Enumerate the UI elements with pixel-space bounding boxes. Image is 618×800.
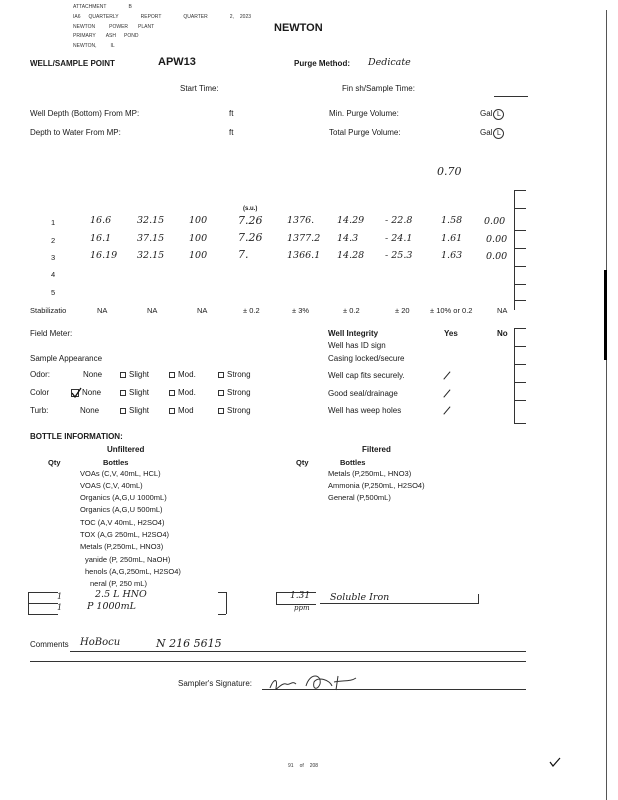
unfiltered-header: Unfiltered <box>107 445 145 454</box>
qty-mark: 1 <box>57 603 63 612</box>
checkbox-icon <box>120 390 126 396</box>
color-label: Color <box>30 388 50 397</box>
signature-icon <box>266 668 366 696</box>
su-unit-label: (s.u.) <box>243 206 258 212</box>
odor-none-option[interactable]: None <box>83 370 103 379</box>
bracket-edge <box>276 592 277 604</box>
turbidity-label: Turb: <box>30 406 49 415</box>
start-time-label: Start Time: <box>180 84 219 93</box>
turbidity-strong-option[interactable]: Strong <box>218 406 251 415</box>
reading-cell: 1.63 <box>441 250 463 261</box>
bracket-tick <box>514 423 526 424</box>
integrity-bracket <box>514 328 515 424</box>
depth-to-water-label: Depth to Water From MP: <box>30 128 121 137</box>
reading-cell: 7.26 <box>238 214 263 227</box>
header-line-pond: PRIMARY ASH POND <box>73 33 139 39</box>
page-number: 91 of 208 <box>288 763 319 769</box>
stab-criterion: ± 0.2 <box>343 306 360 315</box>
reading-cell: - 24.1 <box>385 233 413 244</box>
bracket-tick <box>514 208 526 209</box>
reading-row-number: 2 <box>51 236 56 245</box>
comments-value-id[interactable]: N 216 5615 <box>156 637 222 650</box>
unfiltered-bottle: VOAs (C,V, 40mL, HCL) <box>80 469 161 478</box>
integrity-no-header: No <box>497 329 508 338</box>
stabilization-label: Stabilizatio <box>30 306 67 315</box>
bracket-tick <box>514 248 526 249</box>
reading-cell: 1376. <box>287 215 315 226</box>
reading-cell: 14.28 <box>337 250 365 261</box>
reading-cell: 1366.1 <box>287 250 321 261</box>
reading-row-number: 3 <box>51 253 56 262</box>
filtered-extra-unit: ppm <box>294 604 310 612</box>
bracket-tick <box>514 230 526 231</box>
unfiltered-qty-header: Qty <box>48 458 61 467</box>
qty-box-edge <box>28 592 29 614</box>
bracket-tick <box>514 400 526 401</box>
unfiltered-bottle: Organics (A,G,U 1000mL) <box>80 493 167 502</box>
checkbox-icon <box>218 390 224 396</box>
reading-cell: - 22.8 <box>385 215 413 226</box>
header-line-city: NEWTON, IL <box>73 43 115 49</box>
bracket-edge <box>226 592 227 614</box>
qty-line <box>28 603 58 604</box>
well-depth-unit: ft <box>229 109 234 118</box>
qty-mark: 1 <box>57 592 63 601</box>
color-slight-option[interactable]: Slight <box>120 388 149 397</box>
purge-method-label: Purge Method: <box>294 59 350 68</box>
comments-line-2 <box>30 661 526 662</box>
reading-cell: 0.00 <box>484 216 506 227</box>
unfiltered-bottle: Metals (P,250mL, HNO3) <box>80 542 164 551</box>
bracket-tick <box>514 346 526 347</box>
unfiltered-bottle: Organics (A,G,U 500mL) <box>80 505 163 514</box>
bracket-tick <box>218 614 226 615</box>
filtered-bottles-header: Bottles <box>340 458 366 467</box>
checkbox-icon <box>218 372 224 378</box>
depth-to-water-unit: ft <box>229 128 234 137</box>
integrity-item: Well cap fits securely. <box>328 371 405 380</box>
total-purge-handwritten: 0.70 <box>437 165 462 178</box>
turbidity-none-option[interactable]: None <box>80 406 100 415</box>
well-sample-point-label: WELL/SAMPLE POINT <box>30 59 115 68</box>
header-line-plant: NEWTON POWER PLANT <box>73 24 155 30</box>
finish-time-line <box>494 96 528 97</box>
sample-appearance-label: Sample Appearance <box>30 354 103 363</box>
header-line-quarterly: IA6 QUARTERLY REPORT QUARTER 2, 2023 <box>73 14 252 20</box>
comments-line-1 <box>70 651 526 652</box>
reading-cell: 1.58 <box>441 215 463 226</box>
reading-cell: 100 <box>189 250 208 261</box>
integrity-yes-header: Yes <box>444 329 458 338</box>
scan-edge-mark <box>604 270 607 360</box>
bottle-info-title: BOTTLE INFORMATION: <box>30 432 123 441</box>
reading-cell: 32.15 <box>137 215 165 226</box>
filtered-bottle: Metals (P,250mL, HNO3) <box>328 469 412 478</box>
bracket-tick <box>218 592 226 593</box>
color-none-option[interactable]: None <box>71 388 101 397</box>
well-depth-bottom-label: Well Depth (Bottom) From MP: <box>30 109 140 118</box>
unfiltered-bottle: VOAS (C,V, 40mL) <box>80 481 143 490</box>
reading-cell: 7. <box>238 248 249 261</box>
reading-cell: 16.19 <box>90 250 118 261</box>
turbidity-slight-option[interactable]: Slight <box>120 406 149 415</box>
stab-criterion: ± 20 <box>395 306 410 315</box>
finish-time-label: Fin sh/Sample Time: <box>342 84 415 93</box>
reading-row-number: 1 <box>51 218 56 227</box>
yes-checkmark <box>443 406 450 414</box>
checkbox-icon <box>169 408 175 414</box>
reading-cell: 16.6 <box>90 215 112 226</box>
filtered-header: Filtered <box>362 445 391 454</box>
bracket-tick <box>514 382 526 383</box>
checkbox-icon <box>218 408 224 414</box>
qty-line <box>28 614 58 615</box>
filtered-qty-header: Qty <box>296 458 309 467</box>
reading-cell: 14.29 <box>337 215 365 226</box>
checkbox-icon <box>120 372 126 378</box>
stab-criterion: ± 10% or 0.2 <box>430 306 473 315</box>
color-strong-option[interactable]: Strong <box>218 388 251 397</box>
filtered-extra-bottle: Soluble Iron <box>330 592 390 603</box>
unfiltered-bottle: TOX (A,G 250mL, H2SO4) <box>80 530 170 539</box>
reading-cell: 7.26 <box>238 231 263 244</box>
stab-criterion: NA <box>197 306 208 315</box>
filtered-extra-qty: 1.31 <box>290 591 311 601</box>
checkbox-icon <box>120 408 126 414</box>
bracket-edge <box>478 594 479 604</box>
unfiltered-bottle: TOC (A,V 40mL, H2SO4) <box>80 518 165 527</box>
reading-cell: 1377.2 <box>287 233 321 244</box>
turbidity-mod-option[interactable]: Mod <box>169 406 194 415</box>
min-purge-label: Min. Purge Volume: <box>329 109 399 118</box>
checked-checkbox-icon <box>71 389 79 397</box>
unfiltered-bottle: yanide (P, 250mL, NaOH) <box>85 555 171 564</box>
check-mark-icon <box>549 757 561 767</box>
reading-cell: 0.00 <box>486 234 508 245</box>
reading-cell: 32.15 <box>137 250 165 261</box>
bracket-tick <box>514 300 526 301</box>
reading-cell: 16.1 <box>90 233 112 244</box>
stab-criterion: ± 3% <box>292 306 310 315</box>
color-mod-option[interactable]: Mod. <box>169 388 196 397</box>
odor-mod-option[interactable]: Mod. <box>169 370 196 379</box>
stab-criterion: ± 0.2 <box>243 306 260 315</box>
reading-cell: 100 <box>189 215 208 226</box>
bottle-line <box>320 603 478 604</box>
unfiltered-bottles-header: Bottles <box>103 458 129 467</box>
unfiltered-bottle: henols (A,G,250mL, H2SO4) <box>85 567 181 576</box>
checkbox-icon <box>169 372 175 378</box>
purge-method-value: Dedicate <box>368 57 411 68</box>
reading-cell: 14.3 <box>337 233 359 244</box>
qty-line <box>28 592 58 593</box>
integrity-item: Well has weep holes <box>328 406 402 415</box>
bracket-tick <box>514 328 526 329</box>
checkbox-icon <box>169 390 175 396</box>
comments-label: Comments <box>30 640 69 649</box>
reading-cell: 0.00 <box>486 251 508 262</box>
bracket-tick <box>514 364 526 365</box>
header-attachment: ATTACHMENT B <box>73 4 132 10</box>
well-id: APW13 <box>158 56 196 68</box>
field-meter-label: Field Meter: <box>30 329 73 338</box>
integrity-item: Casing locked/secure <box>328 354 405 363</box>
odor-slight-option[interactable]: Slight <box>120 370 149 379</box>
integrity-item: Well has ID sign <box>328 341 386 350</box>
odor-strong-option[interactable]: Strong <box>218 370 251 379</box>
yes-checkmark <box>443 371 450 379</box>
unfiltered-extra-bottle: P 1000mL <box>87 601 136 612</box>
reading-cell: 37.15 <box>137 233 165 244</box>
stab-criterion: NA <box>147 306 158 315</box>
reading-cell: - 25.3 <box>385 250 413 261</box>
unfiltered-bottle: neral (P, 250 mL) <box>90 579 147 588</box>
stab-criterion: NA <box>97 306 108 315</box>
unfiltered-extra-bottle: 2.5 L HNO <box>95 589 147 600</box>
bracket-tick <box>514 284 526 285</box>
odor-label: Odor: <box>30 370 51 379</box>
scan-edge-line <box>606 10 607 800</box>
filtered-bottle: General (P,500mL) <box>328 493 391 502</box>
reading-row-number: 4 <box>51 270 56 279</box>
stab-criterion: NA <box>497 306 508 315</box>
site-title: NEWTON <box>274 22 323 34</box>
total-purge-label: Total Purge Volume: <box>329 128 401 137</box>
well-integrity-title: Well Integrity <box>328 329 379 338</box>
signature-label: Sampler's Signature: <box>178 679 253 688</box>
bracket-tick <box>514 190 526 191</box>
reading-cell: 1.61 <box>441 233 463 244</box>
integrity-item: Good seal/drainage <box>328 389 398 398</box>
reading-cell: 100 <box>189 233 208 244</box>
reading-row-number: 5 <box>51 288 56 297</box>
yes-checkmark <box>443 389 450 397</box>
min-purge-unit: Gal L <box>480 109 504 120</box>
bracket-tick <box>514 266 526 267</box>
total-purge-unit: Gal L <box>480 128 504 139</box>
comments-value-site[interactable]: HoBocu <box>80 637 121 648</box>
filtered-bottle: Ammonia (P,250mL, H2SO4) <box>328 481 425 490</box>
